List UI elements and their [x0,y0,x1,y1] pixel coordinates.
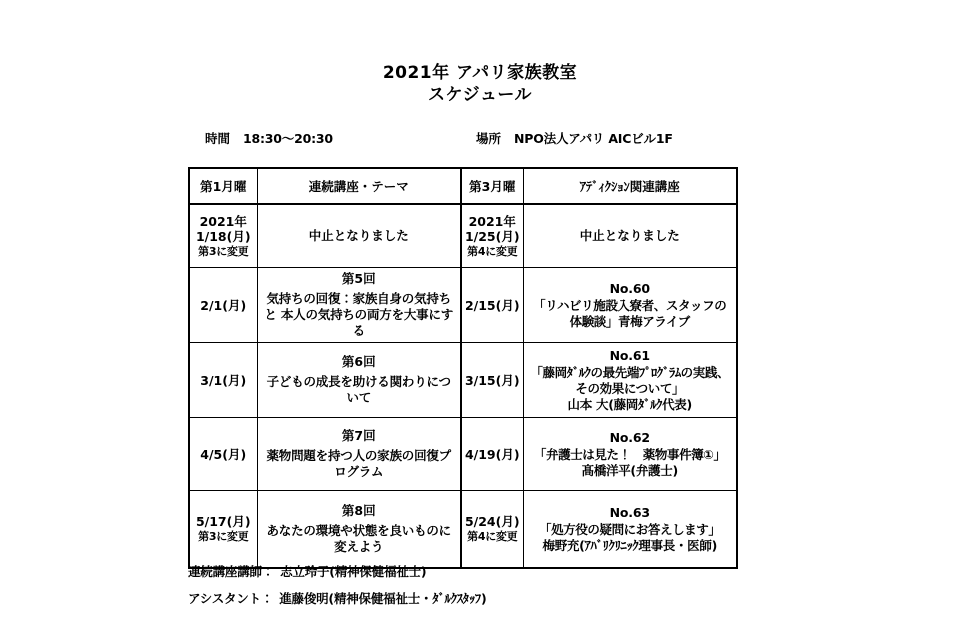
row-lecture [523,418,737,491]
lecture-text: 「藤岡ﾀﾞﾙｸの最先端ﾌﾟﾛｸﾞﾗﾑの実践、その効果について」 [530,364,730,396]
table-row [189,343,737,418]
date-main: 1/25(月) [464,228,520,244]
date-main: 2/1(月) [200,297,247,313]
lecture-number: No.61 [609,347,650,363]
place-info [476,129,673,147]
row-theme [257,343,461,418]
date-main: 3/1(月) [200,372,247,388]
header-course-theme: 連続講座・テーマ [257,168,461,204]
row-date-third-monday [461,491,523,569]
date-main: 4/5(月) [200,446,247,462]
theme-session-number: 第7回 [341,428,376,443]
date-main: 5/17(月) [195,514,251,529]
theme-text: 気持ちの回復：家族自身の気持ちと 本人の気持ちの両方を大事にする [264,291,454,338]
footer-instructor-value: 志立玲子(精神保健福祉士) [280,564,427,579]
place-value: NPO法人アパリ AICビル1F [514,131,673,146]
schedule-table [188,167,738,569]
row-date-first-monday [189,491,257,569]
row-date-third-monday [461,418,523,491]
lecture-text: 中止となりました [579,228,680,243]
footer-instructor-label: 連続講座講師： [188,564,275,579]
title-line-secondary: スケジュール [428,85,532,105]
row-date-first-monday [189,204,257,268]
date-note: 第3に変更 [198,530,249,543]
row-lecture [523,204,737,268]
lecture-text: 「リハビリ施設入寮者、スタッフの体験談」青梅アライブ [533,297,727,329]
row-date-third-monday [461,268,523,343]
row-theme [257,418,461,491]
theme-text: 子どもの成長を助ける関わりについて [266,374,451,405]
row-date-third-monday [461,343,523,418]
lecture-number: No.62 [609,429,650,445]
lecture-number: No.60 [609,280,650,296]
time-info [205,129,333,147]
date-main: 5/24(月) [464,514,520,529]
footer-note-instructor [188,558,788,585]
lecture-text: 「弁護士は見た！ 薬物事件簿①」 [533,446,726,462]
table-row [189,418,737,491]
lecture-presenter: 髙橋洋平(弁護士) [581,462,678,478]
header-first-monday: 第1月曜 [189,168,257,204]
lecture-text: 「処方役の疑問にお答えします」 [538,521,721,537]
table-row [189,491,737,569]
footer-assistant-label: アシスタント： [188,591,274,606]
footer-notes [188,558,788,612]
title-line-primary: 2021年 アパリ家族教室 [382,63,578,83]
time-place-row [188,129,748,149]
table-body [189,204,737,568]
time-value: 18:30〜20:30 [243,131,333,146]
row-lecture [523,268,737,343]
footer-assistant-value: 進藤俊明(精神保健福祉士・ﾀﾞﾙｸｽﾀｯﾌ) [279,591,487,606]
row-date-third-monday [461,204,523,268]
date-note: 第4に変更 [467,244,518,258]
table-row [189,268,737,343]
date-note: 第3に変更 [198,244,249,258]
document-title [0,62,960,106]
lecture-presenter: 山本 大(藤岡ﾀﾞﾙｸ代表) [567,396,692,412]
row-lecture [523,491,737,569]
row-date-first-monday [189,343,257,418]
theme-text: 薬物問題を持つ人の家族の回復プログラム [266,448,451,479]
table-row [189,204,737,268]
date-year: 2021年 [468,213,516,229]
footer-note-assistant [188,585,788,612]
lecture-presenter: 梅野充(ｱﾊﾞﾘｸﾘﾆｯｸ理事長・医師) [542,537,717,553]
date-main: 3/15(月) [464,372,520,388]
row-date-first-monday [189,268,257,343]
date-year: 2021年 [199,213,247,229]
theme-session-number: 第6回 [341,354,376,369]
theme-text: 中止となりました [308,228,409,243]
row-theme [257,268,461,343]
date-main: 4/19(月) [464,446,520,462]
row-lecture [523,343,737,418]
row-theme [257,491,461,569]
theme-text: あなたの環境や状態を良いものに変えよう [266,523,451,554]
date-main: 2/15(月) [464,297,520,313]
time-label: 時間 [205,131,231,146]
table-header-row [189,168,737,204]
theme-session-number: 第8回 [341,503,376,518]
date-main: 1/18(月) [195,228,251,244]
header-addiction-lecture: ｱﾃﾞｨｸｼｮﾝ関連講座 [523,168,737,204]
header-third-monday: 第3月曜 [461,168,523,204]
row-date-first-monday [189,418,257,491]
theme-session-number: 第5回 [341,271,376,286]
date-note: 第4に変更 [467,530,518,543]
row-theme [257,204,461,268]
lecture-number: No.63 [609,504,650,520]
place-label: 場所 [476,131,502,146]
